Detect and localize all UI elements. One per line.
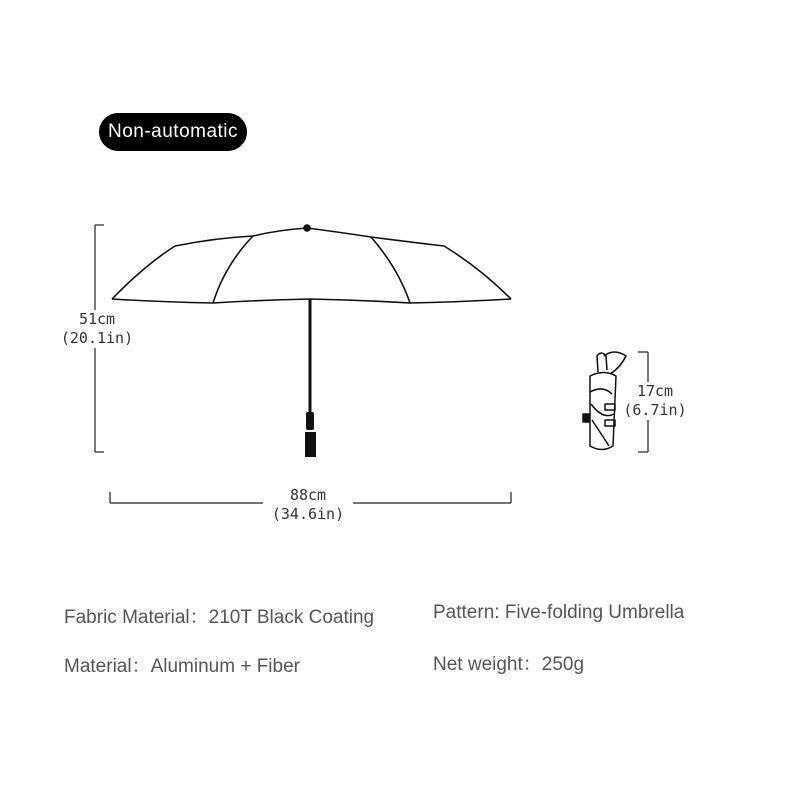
open-width-label <box>263 486 353 524</box>
open-width-in: (34.6in) <box>271 505 345 523</box>
spec-material: Material：Aluminum + Fiber <box>64 656 300 677</box>
folded-length-label <box>618 382 692 420</box>
open-height-cm: 51cm <box>78 310 116 328</box>
open-height-in: (20.1in) <box>60 329 134 347</box>
open-height-label <box>55 310 139 348</box>
spec-pattern: Pattern: Five-folding Umbrella <box>433 602 685 623</box>
folded-length-in: (6.7in) <box>623 401 687 419</box>
non-automatic-badge: Non-automatic <box>99 113 247 151</box>
spec-weight: Net weight：250g <box>433 654 585 675</box>
umbrella-runner <box>306 412 314 430</box>
open-width-cm: 88cm <box>289 486 327 504</box>
open-umbrella-icon <box>112 225 511 303</box>
umbrella-handle <box>305 432 316 457</box>
folded-length-cm: 17cm <box>636 382 674 400</box>
spec-fabric: Fabric Material：210T Black Coating <box>64 607 375 628</box>
